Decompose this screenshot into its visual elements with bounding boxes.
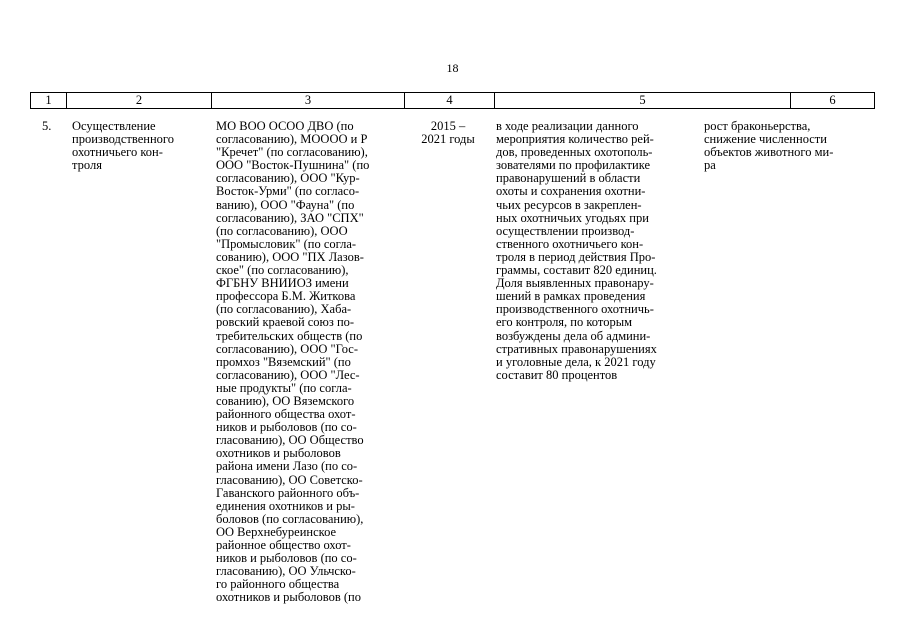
row-number: 5. xyxy=(42,119,52,133)
header-col-3: 3 xyxy=(212,93,405,108)
header-col-5: 5 xyxy=(495,93,791,108)
header-col-1: 1 xyxy=(31,93,67,108)
activity-name: Осуществление производственного охотничьего кон- троля xyxy=(72,119,174,173)
indicators: в ходе реализации данного мероприятия количество рей- дов, проведенных охотополь- зователями по профилактике правонарушений в области охоты и сохранения охотни- чьих ресурсов в закреплен- ных охотничьих угодьях при осуществлении производ- ственного охотничьего кон- троля в период действия Про- граммы, составит 820 единиц. Доля выявленных правонару- шений в рамках проведения производственного охотничь- его контроля, по которым возбуждены дела об админи- стративных правонарушениях и уголовные дела, к 2021 году составит 80 процентов xyxy=(496,119,657,382)
executors: МО ВОО ОСОО ДВО (по согласованию), МОООО и Р "Кречет" (по согласованию), ООО "Восток-Пушнина" (по согласованию), ООО "Кур- Восток-Урми" (по согласо- ванию), ООО "Фауна" (по согласованию), ЗАО "СПХ" (по согласованию), ООО "Промысловик" (по согла- сованию), ООО "ПХ Лазов- ское" (по согласованию), ФГБНУ ВНИИОЗ имени профессора Б.М. Житкова (по согласованию), Хаба- ровский краевой союз по- требительских обществ (по согласованию), ООО "Гос- промхоз "Вяземский" (по согласованию), ООО "Лес- ные продукты" (по согла- сованию), ОО Вяземского районного общества охот- ников и рыболовов (по со- гласованию), ОО Общество охотников и рыболовов района имени Лазо (по со- гласованию), ОО Советско- Гаванского районного объ- единения охотников и ры- боловов (по согласованию), ОО Верхнебуреинское районное общество охот- ников и рыболовов (по со- гласованию), ОО Ульчско- го районного общества охотников и рыболовов (по xyxy=(216,119,370,605)
header-col-2: 2 xyxy=(67,93,212,108)
page-number: 18 xyxy=(446,61,459,75)
risks: рост браконьерства, снижение численности объектов животного ми- ра xyxy=(704,119,834,173)
table-header-row xyxy=(30,92,875,109)
header-col-6: 6 xyxy=(829,93,836,107)
header-col-4: 4 xyxy=(405,93,495,108)
term: 2015 – 2021 годы xyxy=(421,119,475,147)
